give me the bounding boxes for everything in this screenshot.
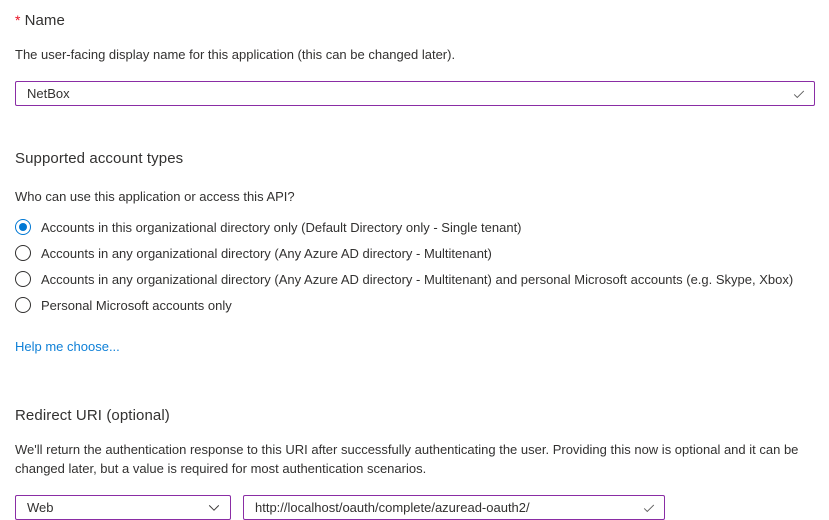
redirect-uri-row — [15, 495, 815, 520]
chevron-down-icon — [207, 501, 221, 515]
redirect-uri-input-container — [243, 495, 665, 520]
redirect-uri-section — [15, 407, 815, 520]
radio-option-single-tenant[interactable] — [15, 219, 815, 235]
redirect-uri-title: Redirect URI (optional) — [15, 407, 170, 424]
radio-selected-icon[interactable] — [15, 219, 31, 235]
radio-option-multitenant-personal[interactable] — [15, 271, 815, 287]
radio-unselected-icon[interactable] — [15, 271, 31, 287]
radio-option-personal-only[interactable] — [15, 297, 815, 313]
radio-option-label: Accounts in this organizational directory only (Default Directory only - Single tenant) — [41, 219, 522, 235]
name-description: The user-facing display name for this application (this can be changed later). — [15, 47, 456, 62]
radio-unselected-icon[interactable] — [15, 297, 31, 313]
section-spacer — [15, 356, 815, 407]
name-title-text: Name — [24, 12, 65, 29]
account-types-section — [15, 150, 815, 356]
radio-unselected-icon[interactable] — [15, 245, 31, 261]
redirect-uri-description: We'll return the authentication response to this URI after successfully authenticating the user. Providing this now is optional and it can be changed later, but a value is required for most authentication scenarios. — [15, 442, 799, 476]
platform-select-dropdown[interactable] — [15, 495, 231, 520]
radio-option-label: Accounts in any organizational directory (Any Azure AD directory - Multitenant) and personal Microsoft accounts (e.g. Skype, Xbox) — [41, 271, 794, 287]
radio-option-label: Accounts in any organizational directory (Any Azure AD directory - Multitenant) — [41, 245, 492, 261]
name-input-container — [15, 81, 815, 106]
name-input[interactable] — [16, 82, 814, 105]
radio-option-label: Personal Microsoft accounts only — [41, 297, 232, 313]
radio-option-multitenant[interactable] — [15, 245, 815, 261]
account-types-radio-group — [15, 219, 815, 313]
name-section — [15, 12, 815, 106]
name-section-title — [15, 12, 815, 29]
account-types-question: Who can use this application or access this API? — [15, 189, 295, 204]
help-me-choose-link[interactable]: Help me choose... — [15, 339, 120, 354]
platform-selected-value: Web — [27, 500, 54, 515]
section-spacer — [15, 106, 815, 150]
required-asterisk: * — [15, 12, 21, 28]
account-types-title: Supported account types — [15, 150, 184, 167]
